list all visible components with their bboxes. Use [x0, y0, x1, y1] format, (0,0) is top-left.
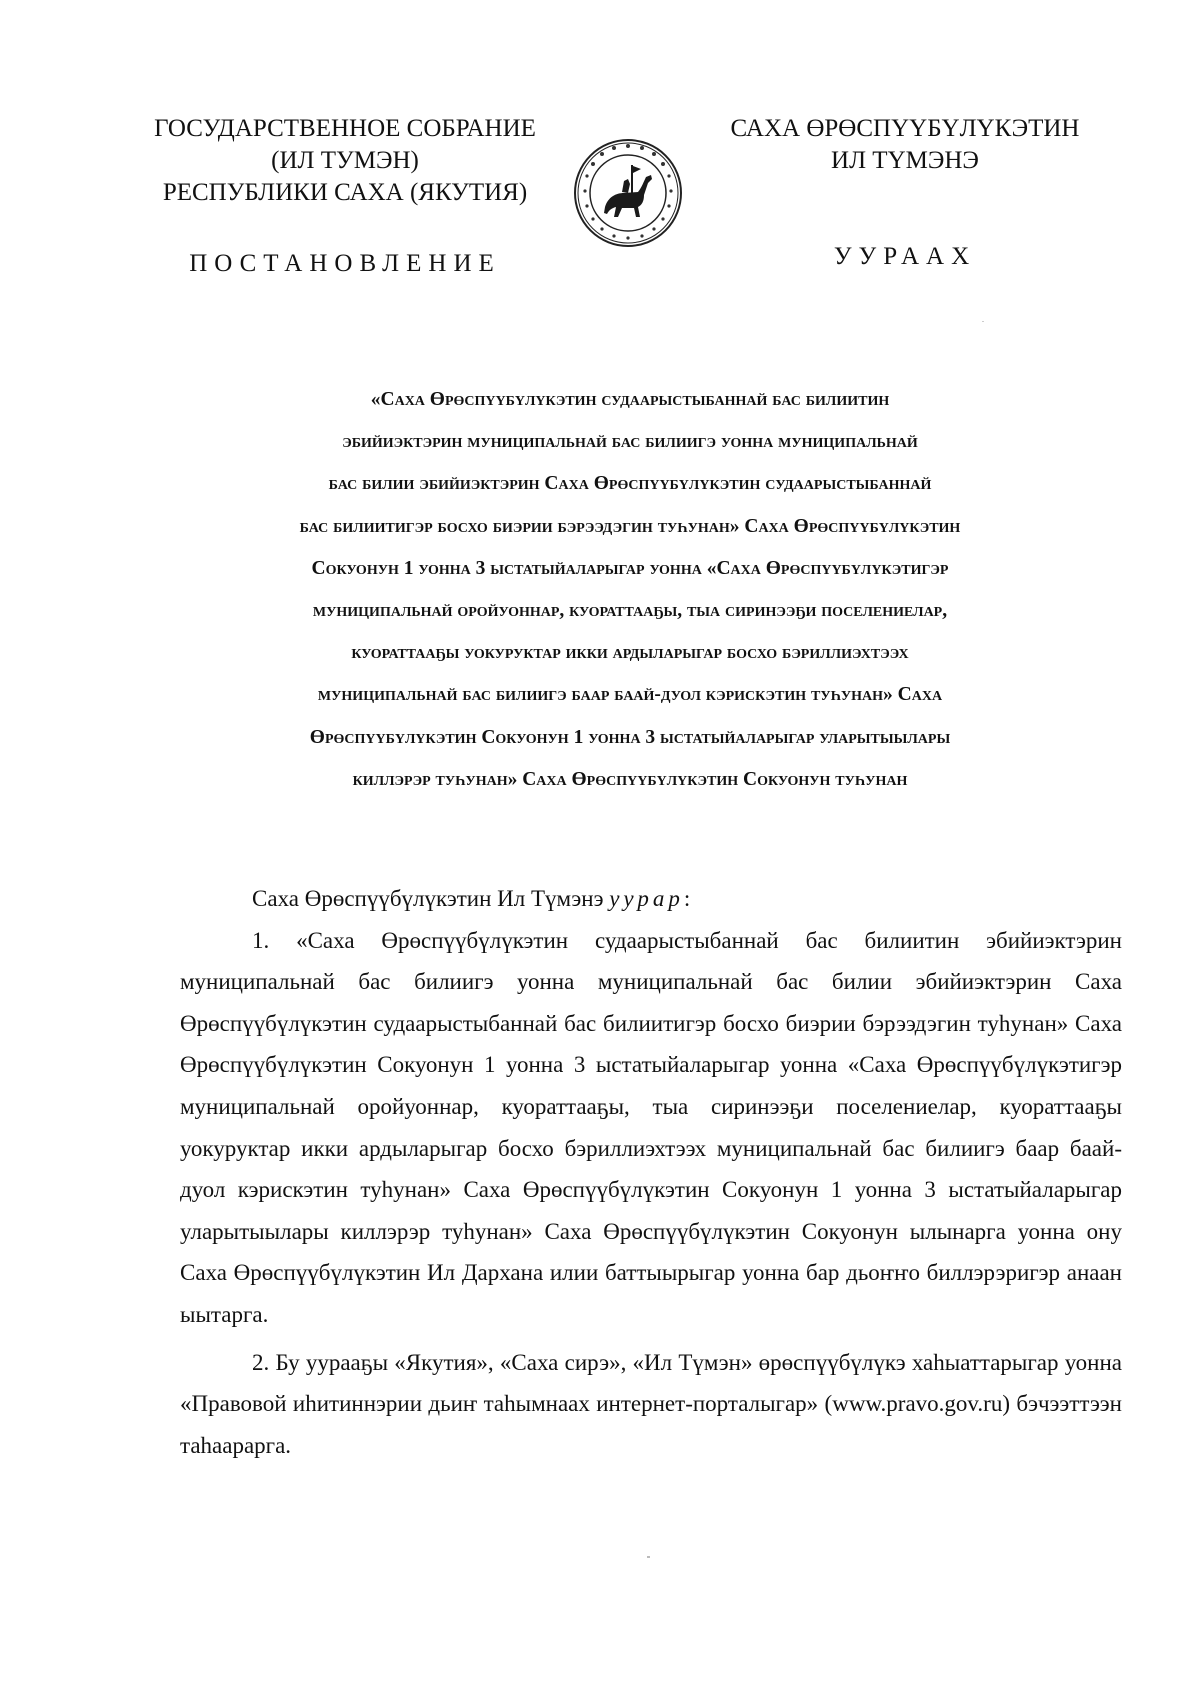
lead-colon: :	[683, 886, 691, 911]
header-left-line: ГОСУДАРСТВЕННОЕ СОБРАНИЕ	[154, 115, 536, 142]
header-left-block	[140, 113, 550, 209]
title-line: Сокуонун 1 уонна 3 ыстатыйаларыгар уонна «Саха Өрөспүүбүлүкэтигэр	[311, 557, 949, 579]
scan-speck	[982, 321, 984, 322]
title-line: муниципальнай бас билиигэ баар баай-дуол кэрискэтин туһунан» Саха	[317, 684, 943, 706]
title-line: киллэрэр туһунан» Саха Өрөспүүбүлүкэтин Сокуонун туһунан	[352, 768, 908, 790]
header-left-line: (ИЛ ТУМЭН)	[271, 147, 419, 174]
header-right-block	[720, 113, 1090, 177]
header-right-line: САХА ӨРӨСПҮҮБҮЛҮКЭТИН	[730, 115, 1080, 142]
paragraph-2: 2. Бу уурааҕы «Якутия», «Саха сирэ», «Ил Түмэн» өрөспүүбүлүкэ хаһыаттарыгар уонна «Правовой иһитиннэрии дьиҥ таһымнаах интернет-порталыгар» (www.pravo.gov.ru) бэчээттээн таһаарарга.	[180, 1349, 1122, 1458]
title-line: эбийиэктэрин муниципальнай бас билиигэ уонна муниципальнай	[342, 431, 918, 453]
header-right-line: ИЛ ТҮМЭНЭ	[831, 147, 979, 174]
lead-text: Саха Өрөспүүбүлүкэтин Ил Түмэнэ	[252, 886, 610, 911]
paragraph-1: 1. «Саха Өрөспүүбүлүкэтин судаарыстыбаннай бас билиитин эбийиэктэрин муниципальнай бас билиигэ уонна муниципальнай бас билии эбийиэктэрин Саха Өрөспүүбүлүкэтин судаарыстыбаннай бас билиитигэр босхо биэрии бэрээдэгин туһунан» Саха Өрөспүүбүлүкэтин Сокуонун 1 уонна 3 ыстатыйаларыгар уонна «Саха Өрөспүүбүлүкэтигэр муниципальнай оройуоннар, куораттааҕы, тыа сиринээҕи поселениелар, куораттааҕы уокуруктар икки ардыларыгар босхо бэриллиэхтээх муниципальнай бас билиигэ баар баай-дуол кэрискэтин туһунан» Саха Өрөспүүбүлүкэтин Сокуонун 1 уонна 3 ыстатыйаларыгар уларытыылары киллэрэр туһунан» Саха Өрөспүүбүлүкэтин Сокуонун ылынарга уонна ону Саха Өрөспүүбүлүкэтин Ил Дархана илии баттыырыгар уонна бар дьоҥҥо биллэрэригэр анаан ыытарга.	[180, 927, 1122, 1327]
header-left-line: РЕСПУБЛИКИ САХА (ЯКУТИЯ)	[162, 179, 528, 206]
title-line: бас билиитигэр босхо биэрии бэрээдэгин туһунан» Саха Өрөспүүбүлүкэтин	[299, 515, 961, 537]
doc-type-russian: ПОСТАНОВЛЕНИЕ	[189, 250, 501, 277]
resolution-lead	[180, 878, 1122, 920]
title-line: «Саха Өрөспүүбүлүкэтин судаарыстыбаннай бас билиитин	[370, 389, 890, 410]
sakha-republic-emblem-icon	[572, 137, 684, 249]
lead-verb: уурар	[609, 886, 684, 911]
title-line: муниципальнай оройуоннар, куораттааҕы, тыа сиринээҕи поселениелар,	[312, 600, 948, 622]
document-title	[180, 379, 1080, 801]
title-line: Өрөспүүбүлүкэтин Сокуонун 1 уонна 3 ыстатыйаларыгар уларытыылары	[309, 726, 951, 748]
document-body	[180, 878, 1122, 1466]
title-line: бас билии эбийиэктэрин Саха Өрөспүүбүлүкэтин судаарыстыбаннай	[328, 473, 932, 495]
scan-speck	[647, 1556, 650, 1558]
doc-type-yakut: УУРААХ	[833, 243, 977, 270]
title-line: куораттааҕы уокуруктар икки ардыларыгар босхо бэриллиэхтээх	[351, 642, 909, 664]
